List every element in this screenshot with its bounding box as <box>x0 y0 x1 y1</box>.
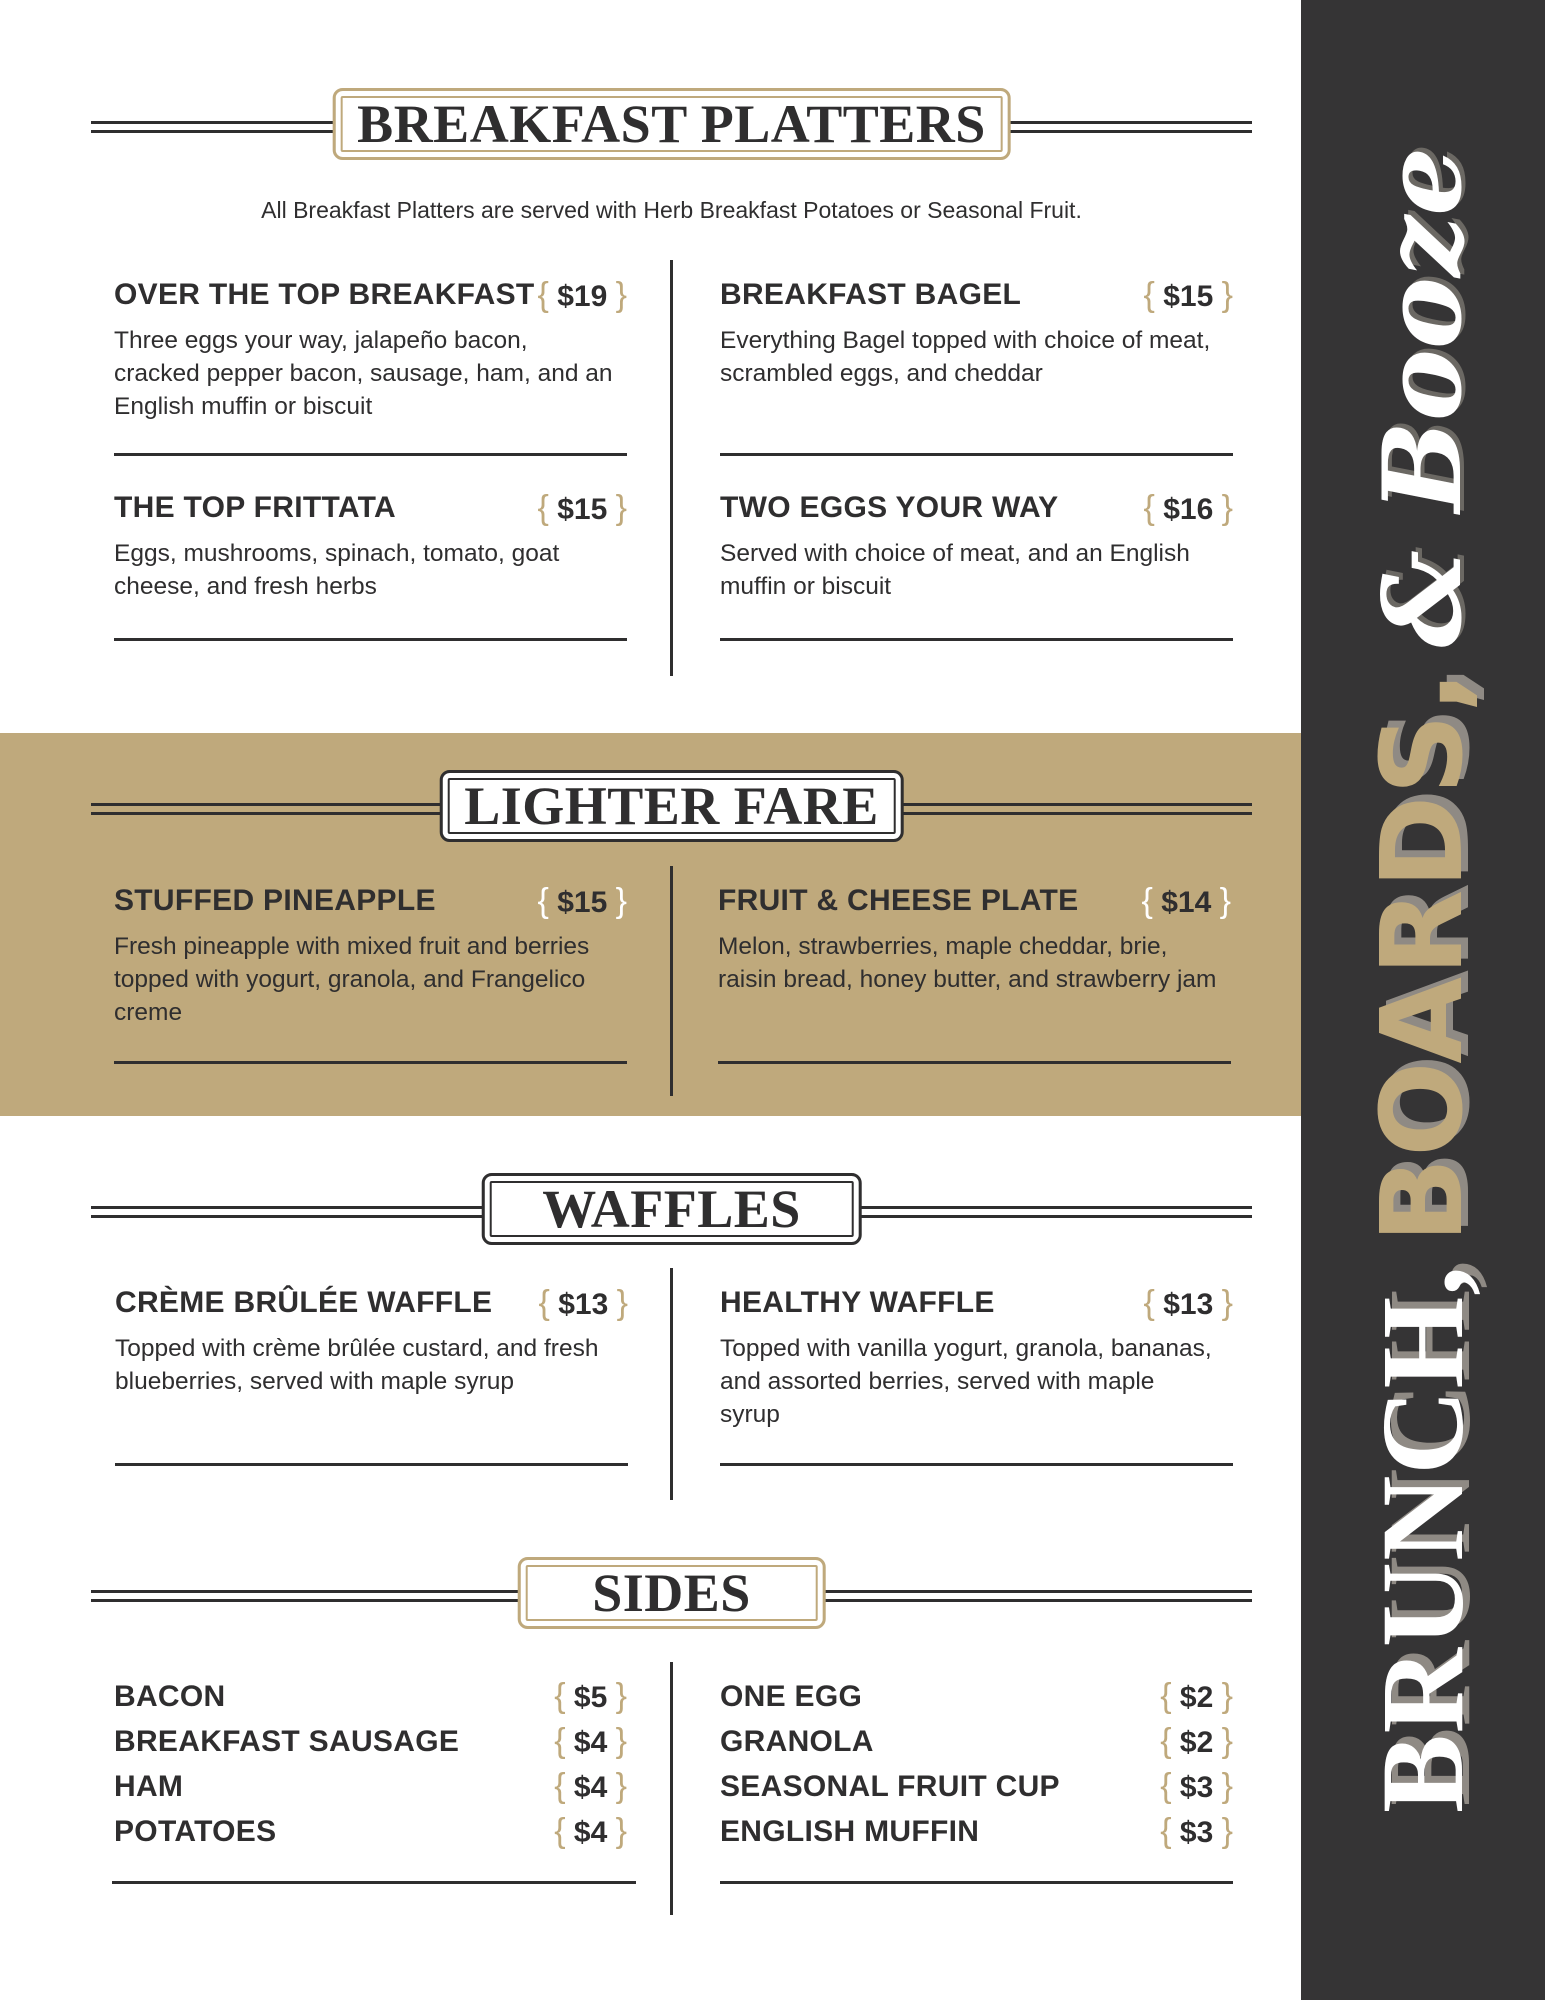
list-item <box>114 1764 627 1809</box>
list-item <box>720 1719 1233 1764</box>
section-title: BREAKFAST PLATTERS <box>332 88 1011 160</box>
sides-list-left <box>114 1674 627 1854</box>
item-description: Topped with crème brûlée custard, and fresh blueberries, served with maple syrup <box>115 1335 599 1395</box>
item-description: Fresh pineapple with mixed fruit and berries topped with yogurt, granola, and Frangelico creme <box>114 933 590 1026</box>
item-price: { $2 } <box>1160 1722 1233 1760</box>
item-name: BREAKFAST BAGEL <box>720 278 1022 311</box>
item-price: { $13 } <box>538 1283 628 1322</box>
section-header-waffles <box>91 1173 1252 1253</box>
menu-item <box>720 1280 1233 1431</box>
menu-item <box>115 1280 628 1398</box>
item-rule <box>720 453 1233 456</box>
list-item <box>114 1719 627 1764</box>
item-price: { $13 } <box>1143 1283 1233 1322</box>
title-word-booze: & Booze <box>1360 146 1486 648</box>
section-header-breakfast <box>91 88 1252 168</box>
item-rule <box>115 1463 628 1466</box>
item-name: TWO EGGS YOUR WAY <box>720 491 1059 524</box>
item-name: BREAKFAST SAUSAGE <box>114 1724 460 1758</box>
item-name: ONE EGG <box>720 1679 863 1713</box>
item-price: { $16 } <box>1143 488 1233 527</box>
item-price: { $15 } <box>1143 275 1233 314</box>
item-description: Served with choice of meat, and an English muffin or biscuit <box>720 540 1190 600</box>
section-title: SIDES <box>517 1557 826 1629</box>
item-name: THE TOP FRITTATA <box>114 491 397 524</box>
item-rule <box>112 1881 636 1884</box>
item-price: { $5 } <box>554 1677 627 1715</box>
menu-item <box>720 272 1233 390</box>
column-divider <box>670 1662 673 1915</box>
menu-item <box>718 878 1231 996</box>
section-header-sides <box>91 1557 1252 1637</box>
item-rule <box>114 1061 627 1064</box>
item-price: { $2 } <box>1160 1677 1233 1715</box>
item-price: { $14 } <box>1141 881 1231 920</box>
section-title: WAFFLES <box>481 1173 862 1245</box>
section-title: LIGHTER FARE <box>439 770 904 842</box>
item-description: Three eggs your way, jalapeño bacon, cracked pepper bacon, sausage, ham, and an English muffin or biscuit <box>114 327 613 420</box>
menu-title-vertical <box>1355 147 1491 1813</box>
menu-item <box>114 878 627 1029</box>
menu-item <box>114 485 627 603</box>
section-note: All Breakfast Platters are served with Herb Breakfast Potatoes or Seasonal Fruit. <box>261 197 1082 223</box>
list-item <box>114 1809 627 1854</box>
item-rule <box>718 1061 1231 1064</box>
menu-item <box>114 272 627 423</box>
title-word-boards: BOARDS, <box>1358 669 1488 1244</box>
list-item <box>114 1674 627 1719</box>
item-price: { $4 } <box>554 1812 627 1850</box>
item-rule <box>114 453 627 456</box>
item-description: Everything Bagel topped with choice of meat, scrambled eggs, and cheddar <box>720 327 1211 387</box>
item-name: CRÈME BRÛLÉE WAFFLE <box>115 1286 493 1319</box>
list-item <box>720 1809 1233 1854</box>
sides-list-right <box>720 1674 1233 1854</box>
item-description: Melon, strawberries, maple cheddar, brie, raisin bread, honey butter, and strawberry jam <box>718 933 1217 993</box>
item-description: Topped with vanilla yogurt, granola, bananas, and assorted berries, served with maple syrup <box>720 1335 1212 1428</box>
item-price: { $3 } <box>1160 1812 1233 1850</box>
item-rule <box>720 638 1233 641</box>
item-price: { $15 } <box>537 488 627 527</box>
item-rule <box>720 1881 1233 1884</box>
item-rule <box>720 1463 1233 1466</box>
item-price: { $3 } <box>1160 1767 1233 1805</box>
item-name: OVER THE TOP BREAKFAST <box>114 278 535 311</box>
list-item <box>720 1764 1233 1809</box>
item-name: STUFFED PINEAPPLE <box>114 884 436 917</box>
title-word-brunch: BRUNCH, <box>1357 1265 1488 1814</box>
item-name: ENGLISH MUFFIN <box>720 1814 980 1848</box>
section-header-lighter-fare <box>91 770 1252 850</box>
item-name: SEASONAL FRUIT CUP <box>720 1769 1060 1803</box>
column-divider <box>670 866 673 1096</box>
item-price: { $15 } <box>537 881 627 920</box>
item-name: HAM <box>114 1769 184 1803</box>
item-rule <box>114 638 627 641</box>
menu-item <box>720 485 1233 603</box>
item-name: POTATOES <box>114 1814 277 1848</box>
item-price: { $4 } <box>554 1722 627 1760</box>
list-item <box>720 1674 1233 1719</box>
item-name: FRUIT & CHEESE PLATE <box>718 884 1079 917</box>
item-description: Eggs, mushrooms, spinach, tomato, goat cheese, and fresh herbs <box>114 540 560 600</box>
item-name: GRANOLA <box>720 1724 874 1758</box>
column-divider <box>670 260 673 676</box>
column-divider <box>670 1268 673 1500</box>
item-price: { $19 } <box>537 275 627 314</box>
item-price: { $4 } <box>554 1767 627 1805</box>
item-name: HEALTHY WAFFLE <box>720 1286 995 1319</box>
item-name: BACON <box>114 1679 226 1713</box>
